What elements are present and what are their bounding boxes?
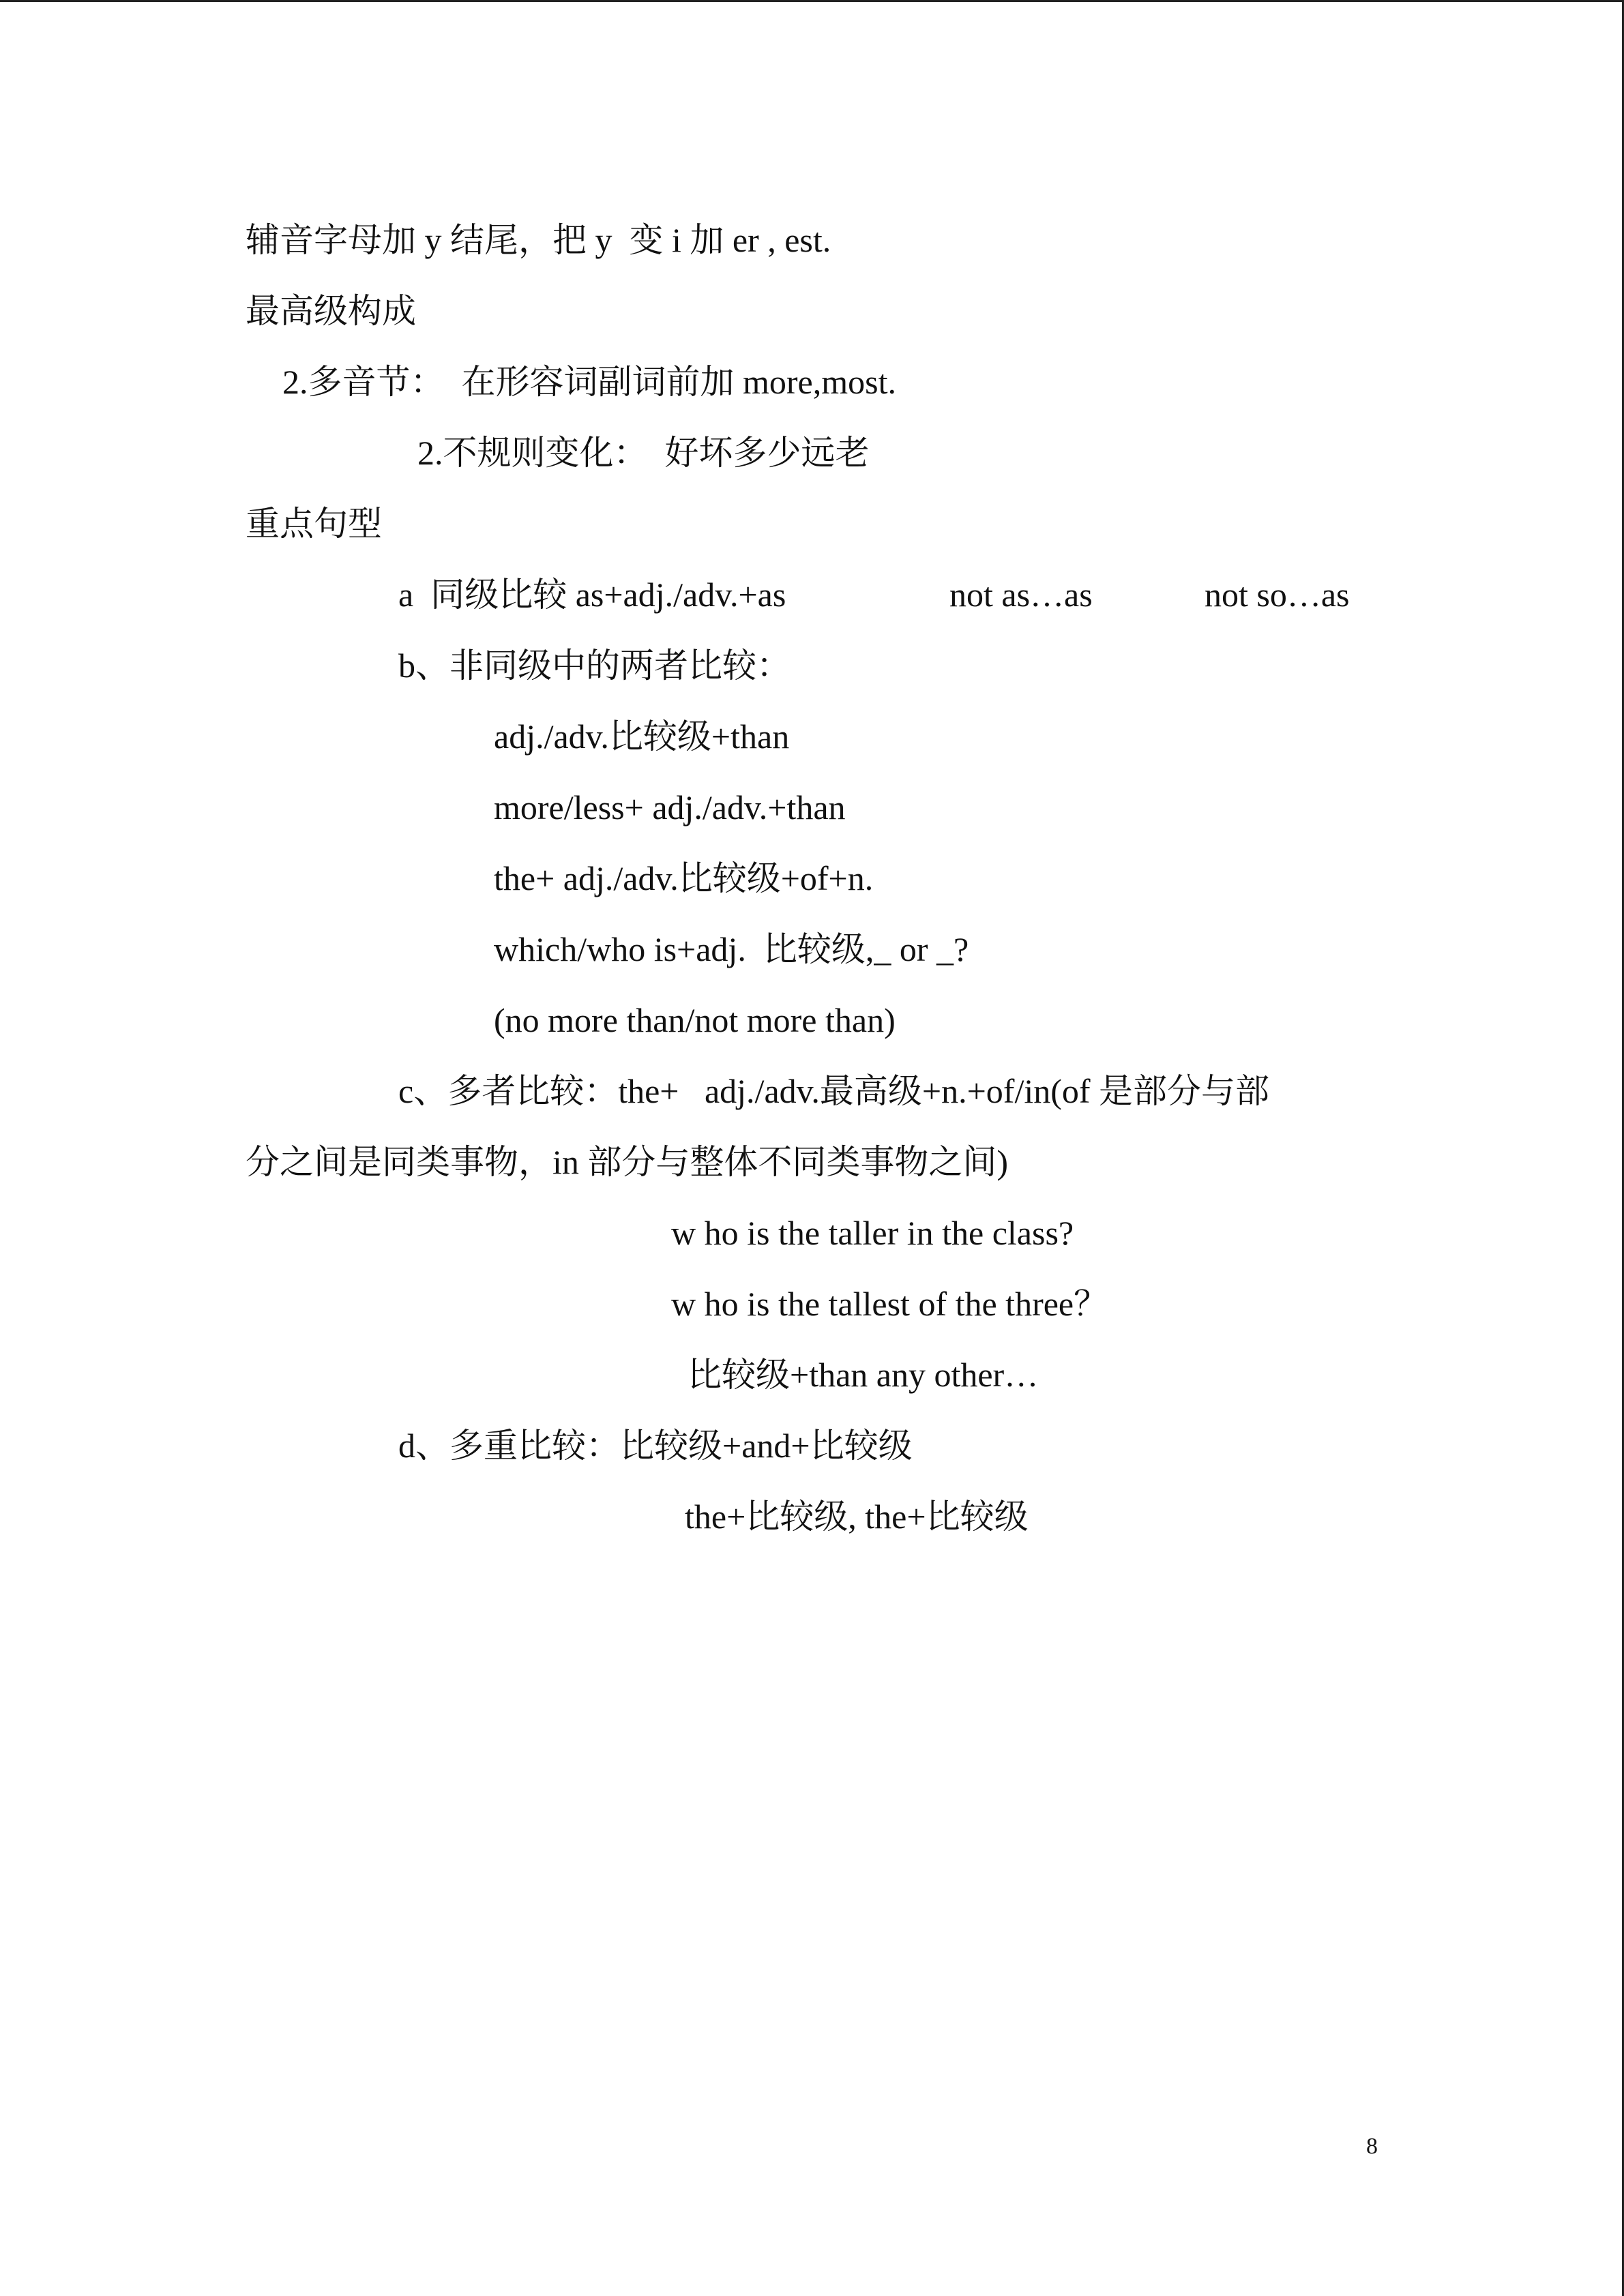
text-line-example-taller: w ho is the taller in the class?: [671, 1214, 1074, 1252]
text-line-polysyllabic-rule: 2.多音节： 在形容词副词前加 more,most.: [282, 363, 896, 401]
text-line-two-way-comparison: b、非同级中的两者比较：: [398, 646, 791, 685]
text-line-multi-comparison-continued: 分之间是同类事物，in 部分与整体不同类事物之间): [246, 1143, 1009, 1181]
text-line-the-comparative-of: the+ adj./adv.比较级+of+n.: [494, 859, 874, 897]
text-line-no-more-than: (no more than/not more than): [494, 1001, 896, 1039]
text-line-multi-comparison: c、多者比较：the+ adj./adv.最高级+n.+of/in(of 是部分与部: [398, 1072, 1270, 1110]
text-line-not-as-as: not as…as: [949, 576, 1093, 614]
text-line-comparative-than: adj./adv.比较级+than: [494, 717, 790, 756]
text-line-equal-comparison: a 同级比较 as+adj./adv.+as: [398, 576, 786, 614]
text-line-more-less-than: more/less+ adj./adv.+than: [494, 788, 846, 826]
text-line-not-so-as: not so…as: [1205, 576, 1350, 614]
heading-key-sentence-patterns: 重点句型: [246, 505, 382, 543]
text-line-irregular-rule: 2.不规则变化： 好坏多少远老: [417, 434, 870, 472]
text-line-superlative-formation: 最高级构成: [246, 292, 416, 330]
text-line-which-who-question: which/who is+adj. 比较级,_ or _?: [494, 930, 969, 968]
text-line-double-comparison: d、多重比较：比较级+and+比较级: [398, 1427, 913, 1465]
text-line-the-comparative-the-comparative: the+比较级, the+比较级: [685, 1497, 1029, 1536]
page-number: 8: [1366, 2134, 1378, 2159]
page-border-top: [0, 0, 1624, 2]
text-line-consonant-y-rule: 辅音字母加 y 结尾，把 y 变 i 加 er , est.: [246, 221, 831, 259]
text-line-than-any-other: 比较级+than any other…: [688, 1356, 1039, 1394]
text-line-example-tallest: w ho is the tallest of the three？: [671, 1285, 1108, 1323]
